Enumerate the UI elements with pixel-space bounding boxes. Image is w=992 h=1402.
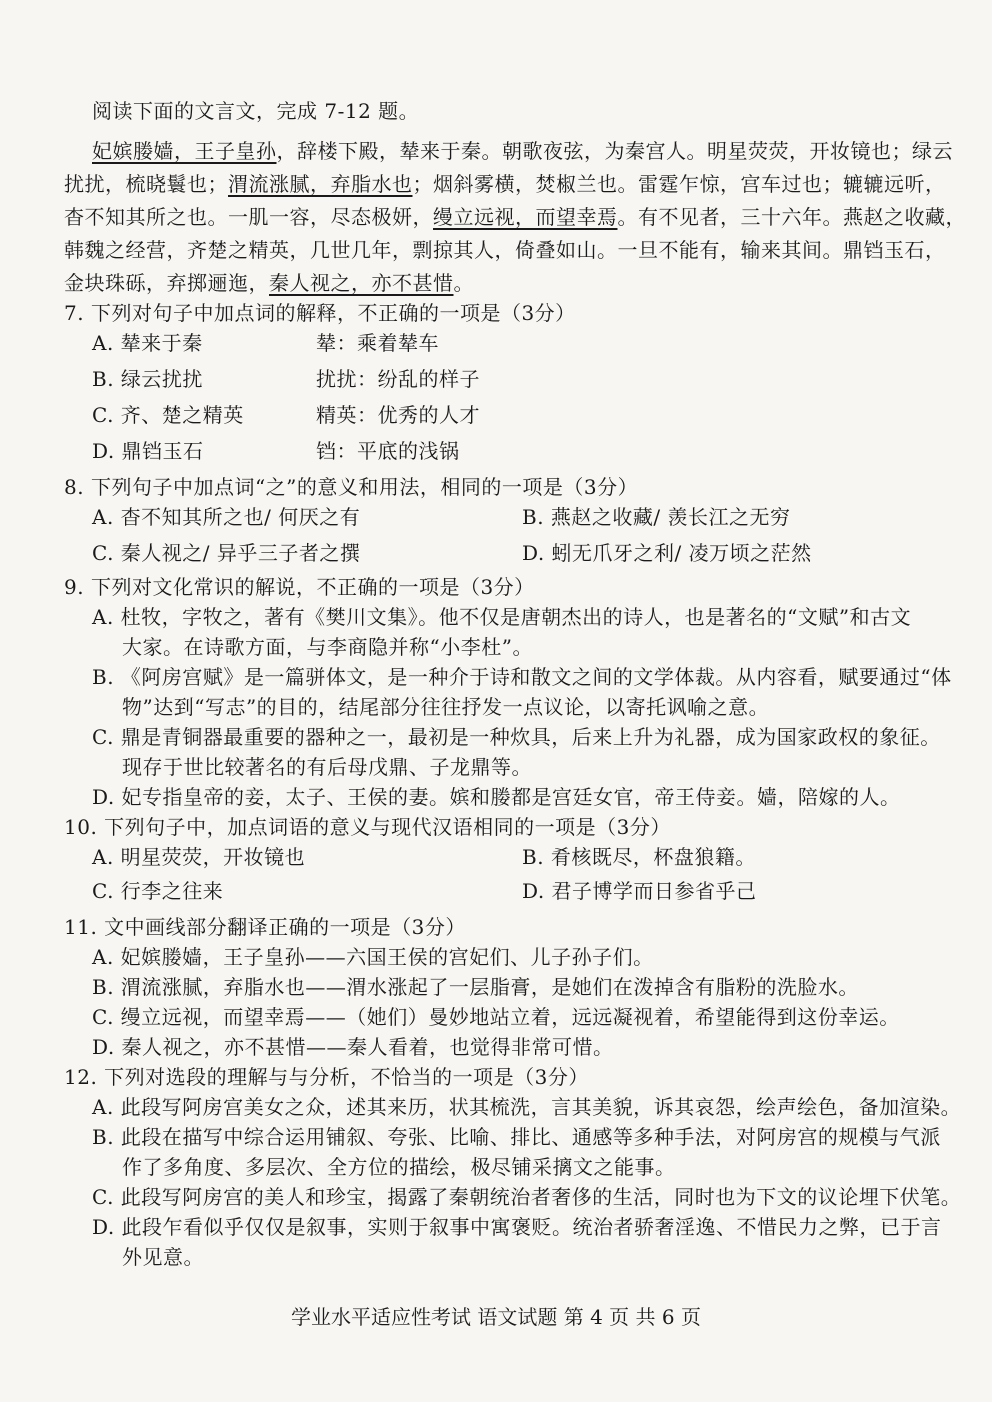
option-b: B. 渭流涨腻，弃脂水也——渭水涨起了一层脂膏，是她们在泼掉含有脂粉的洗脸水。: [92, 975, 859, 999]
option-b: B. 此段在描写中综合运用铺叙、夸张、比喻、排比、通感等多种手法，对阿房宫的规模与气派: [92, 1125, 941, 1149]
reading-instruction: 阅读下面的文言文，完成 7-12 题。: [92, 99, 420, 123]
option-c-continued: 现存于世比较著名的有后母戊鼎、子龙鼎等。: [122, 755, 532, 779]
option-d-definition: 铛：平底的浅锅: [316, 439, 460, 463]
option-d: D. 君子博学而日参省乎己: [522, 879, 757, 903]
option-b: B. 燕赵之收藏/ 羡长江之无穷: [522, 505, 791, 529]
option-a: A. 明星荧荧，开妆镜也: [92, 845, 306, 869]
option-b: B. 绿云扰扰: [92, 367, 203, 391]
passage-line: 杳不知其所之也。一肌一容，尽态极妍，缦立远视，而望幸焉。有不见者，三十六年。燕赵之收藏，: [64, 205, 966, 229]
option-b-continued: 物”达到“写志”的目的，结尾部分往往抒发一点议论，以寄托讽喻之意。: [122, 695, 770, 719]
option-a-definition: 辇：乘着辇车: [316, 331, 439, 355]
underlined-sentence-2: 渭流涨腻，弃脂水也: [228, 172, 413, 196]
option-a: A. 辇来于秦: [92, 331, 203, 355]
passage-line: 金块珠砾，弃掷逦迤，秦人视之，亦不甚惜。: [64, 271, 474, 295]
question-stem: 9. 下列对文化常识的解说，不正确的一项是（3分）: [64, 575, 535, 599]
option-a: A. 杜牧，字牧之，著有《樊川文集》。他不仅是唐朝杰出的诗人，也是著名的“文赋”和古文: [92, 605, 912, 629]
option-b-continued: 作了多角度、多层次、全方位的描绘，极尽铺采摛文之能事。: [122, 1155, 676, 1179]
underlined-sentence-4: 秦人视之，亦不甚惜: [269, 271, 454, 295]
option-d: D. 秦人视之，亦不甚惜——秦人看着，也觉得非常可惜。: [92, 1035, 614, 1059]
option-a: A. 此段写阿房宫美女之众，述其来历，状其梳洗，言其美貌，诉其哀怨，绘声绘色，备加渲染。: [92, 1095, 962, 1119]
question-stem: 10. 下列句子中，加点词语的意义与现代汉语相同的一项是（3分）: [64, 815, 671, 839]
option-c: C. 此段写阿房宫的美人和珍宝，揭露了秦朝统治者奢侈的生活，同时也为下文的议论埋下伏笔。: [92, 1185, 962, 1209]
question-stem: 8. 下列句子中加点词“之”的意义和用法，相同的一项是（3分）: [64, 475, 639, 499]
passage-line: 韩魏之经营，齐楚之精英，几世几年，剽掠其人，倚叠如山。一旦不能有，输来其间。鼎铛玉石，: [64, 238, 946, 262]
option-d: D. 鼎铛玉石: [92, 439, 204, 463]
passage-line: 扰扰，梳晓鬟也；渭流涨腻，弃脂水也；烟斜雾横，焚椒兰也。雷霆乍惊，宫车过也；辘辘远听，: [64, 172, 946, 196]
option-c: C. 缦立远视，而望幸焉——（她们）曼妙地站立着，远远凝视着，希望能得到这份幸运。: [92, 1005, 900, 1029]
option-c-definition: 精英：优秀的人才: [316, 403, 480, 427]
question-stem: 11. 文中画线部分翻译正确的一项是（3分）: [64, 915, 466, 939]
option-b: B. 《阿房宫赋》是一篇骈体文，是一种介于诗和散文之间的文学体裁。从内容看，赋要通过“体: [92, 665, 952, 689]
passage-line: 妃嫔媵嫱，王子皇孙，辞楼下殿，辇来于秦。朝歌夜弦，为秦宫人。明星荧荧，开妆镜也；绿云: [92, 139, 953, 163]
underlined-sentence-1: 妃嫔媵嫱，王子皇孙: [92, 139, 277, 163]
question-stem: 12. 下列对选段的理解与与分析，不恰当的一项是（3分）: [64, 1065, 589, 1089]
option-a: A. 妃嫔媵嫱，王子皇孙——六国王侯的宫妃们、儿子孙子们。: [92, 945, 654, 969]
page-footer: 学业水平适应性考试 语文试题 第 4 页 共 6 页: [291, 1305, 701, 1329]
option-c: C. 鼎是青铜器最重要的器种之一，最初是一种炊具，后来上升为礼器，成为国家政权的象征。: [92, 725, 941, 749]
option-c: C. 秦人视之/ 异乎三子者之撰: [92, 541, 361, 565]
option-c: C. 行李之往来: [92, 879, 224, 903]
option-c: C. 齐、楚之精英: [92, 403, 244, 427]
underlined-sentence-3: 缦立远视，而望幸焉: [433, 205, 618, 229]
option-d: D. 此段乍看似乎仅仅是叙事，实则于叙事中寓褒贬。统治者骄奢淫逸、不惜民力之弊，已于言: [92, 1215, 942, 1239]
option-d: D. 妃专指皇帝的妾，太子、王侯的妻。嫔和媵都是宫廷女官，帝王侍妾。嫱，陪嫁的人。: [92, 785, 901, 809]
option-d-continued: 外见意。: [122, 1245, 204, 1269]
question-stem: 7. 下列对句子中加点词的解释，不正确的一项是（3分）: [64, 301, 576, 325]
option-a-continued: 大家。在诗歌方面，与李商隐并称“小李杜”。: [122, 635, 533, 659]
option-d: D. 蚓无爪牙之利/ 凌万顷之茫然: [522, 541, 812, 565]
option-b: B. 肴核既尽，杯盘狼籍。: [522, 845, 756, 869]
option-b-definition: 扰扰：纷乱的样子: [316, 367, 480, 391]
option-a: A. 杳不知其所之也/ 何厌之有: [92, 505, 361, 529]
